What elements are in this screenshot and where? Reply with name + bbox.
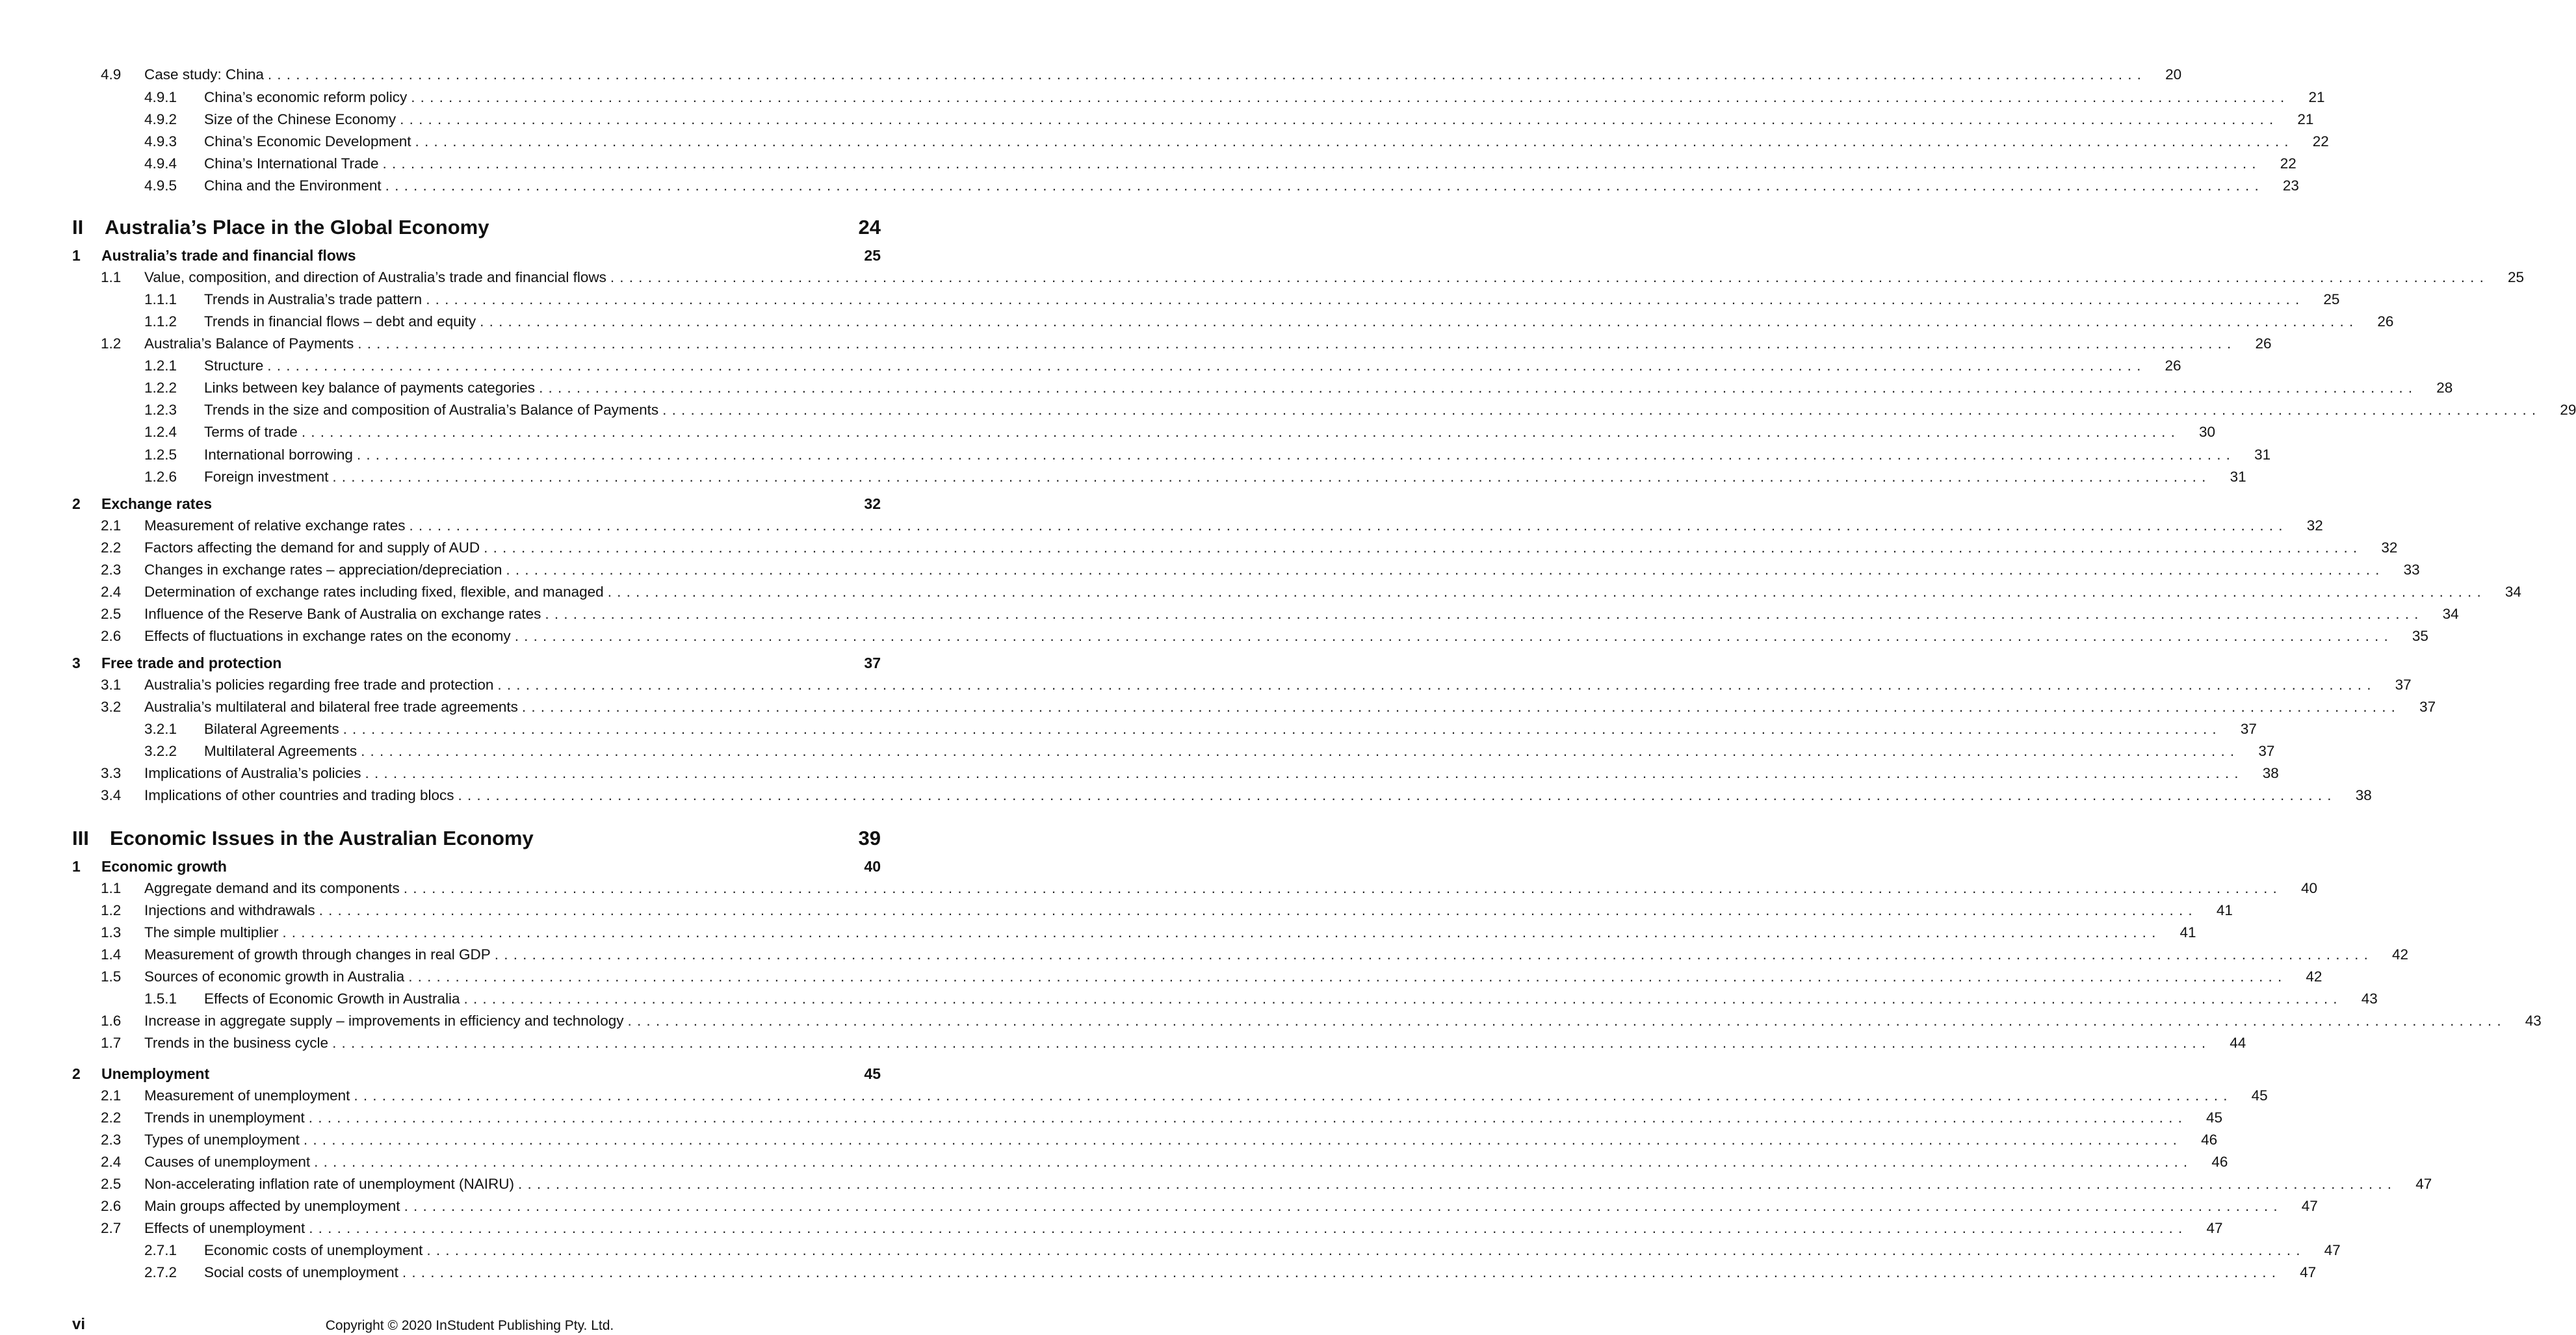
toc-row[interactable] — [101, 1010, 2542, 1032]
dot-leader: ........................................................................................................................................................................................................ — [458, 787, 2337, 803]
page-number: 26 — [2377, 313, 2394, 330]
section-number: 2.4 — [101, 1154, 122, 1170]
subsection-title: Terms of trade — [204, 424, 298, 440]
section-number: 2.7 — [101, 1220, 122, 1236]
subsection-title: International borrowing — [204, 447, 353, 463]
page-number: 38 — [2355, 787, 2372, 803]
dot-leader: ........................................................................................................................................................................................................ — [514, 628, 2393, 644]
page-number: 37 — [2258, 743, 2275, 759]
toc-row[interactable] — [72, 652, 881, 674]
page-number: 43 — [2361, 991, 2378, 1007]
page-number: 34 — [2504, 584, 2521, 600]
toc-row[interactable] — [144, 289, 2340, 311]
section-title: Influence of the Reserve Bank of Australia on exchange rates — [144, 606, 541, 622]
page-number: 22 — [2312, 133, 2329, 149]
section-number: 1.2 — [101, 902, 122, 918]
page-number: 46 — [2211, 1154, 2228, 1170]
dot-leader: ........................................................................................................................................................................................................ — [361, 743, 2240, 759]
subsection-title: China and the Environment — [204, 177, 382, 194]
dot-leader: ........................................................................................................................................................................................................ — [497, 677, 2376, 693]
section-number: 2.3 — [101, 562, 122, 578]
subsection-title: China’s Economic Development — [204, 133, 411, 149]
page-number: 37 — [2395, 677, 2412, 693]
section-number: 2.3 — [101, 1132, 122, 1148]
dot-leader: ........................................................................................................................................................................................................ — [308, 1109, 2188, 1126]
dot-leader: ........................................................................................................................................................................................................ — [494, 946, 2374, 963]
section-title: Aggregate demand and its components — [144, 880, 400, 896]
dot-leader: ........................................................................................................................................................................................................ — [506, 562, 2385, 578]
page-number: 40 — [2300, 880, 2318, 896]
dot-leader: ........................................................................................................................................................................................................ — [426, 291, 2305, 307]
page-number: 45 — [2251, 1087, 2268, 1104]
section-number: 1.6 — [101, 1013, 122, 1029]
section-number: 2.2 — [101, 1109, 122, 1126]
page-number: 26 — [2165, 357, 2181, 374]
toc-row[interactable] — [72, 244, 881, 266]
page-number: 46 — [2201, 1132, 2218, 1148]
chapter-number: 3 — [72, 655, 81, 671]
page-number: 25 — [2323, 291, 2340, 307]
toc-row[interactable] — [144, 988, 2378, 1010]
part-number: III — [72, 827, 89, 849]
dot-leader: ........................................................................................................................................................................................................ — [343, 721, 2222, 737]
section-title: Determination of exchange rates including fixed, flexible, and managed — [144, 584, 604, 600]
subsection-number: 2.7.1 — [144, 1242, 177, 1258]
subsection-title: Multilateral Agreements — [204, 743, 358, 759]
section-title: Australia’s Balance of Payments — [144, 335, 354, 352]
toc-row[interactable] — [72, 1063, 881, 1085]
subsection-number: 1.5.1 — [144, 991, 177, 1007]
subsection-title: Foreign investment — [204, 469, 329, 485]
section-title: Measurement of growth through changes in real GDP — [144, 946, 491, 963]
toc-row[interactable] — [101, 784, 2372, 807]
toc-row[interactable] — [101, 266, 2525, 289]
dot-leader: ........................................................................................................................................................................................................ — [518, 1176, 2397, 1192]
subsection-number: 1.2.3 — [144, 402, 177, 418]
toc-row[interactable] — [144, 175, 2299, 197]
subsection-number: 4.9.2 — [144, 111, 177, 127]
dot-leader: ........................................................................................................................................................................................................ — [539, 380, 2418, 396]
section-title: Implications of Australia’s policies — [144, 765, 361, 781]
subsection-title: Size of the Chinese Economy — [204, 111, 397, 127]
section-title: Case study: China — [144, 66, 264, 83]
toc-row[interactable] — [101, 922, 2196, 944]
section-title: Types of unemployment — [144, 1132, 300, 1148]
page-number: 37 — [864, 655, 881, 671]
page-number: 25 — [864, 247, 881, 264]
dot-leader: ........................................................................................................................................................................................................ — [365, 765, 2244, 781]
toc-row[interactable] — [101, 1107, 2223, 1129]
page-number: 34 — [2442, 606, 2459, 622]
dot-leader: ........................................................................................................................................................................................................ — [627, 1013, 2506, 1029]
dot-leader: ........................................................................................................................................................................................................ — [267, 66, 2147, 83]
dot-leader: ........................................................................................................................................................................................................ — [409, 517, 2288, 534]
page-number: 37 — [2419, 699, 2436, 715]
dot-leader: ........................................................................................................................................................................................................ — [301, 424, 2181, 440]
toc-row[interactable] — [101, 1217, 2223, 1239]
section-number: 1.1 — [101, 269, 122, 285]
section-title: Australia’s policies regarding free trade and protection — [144, 677, 494, 693]
toc-row[interactable] — [101, 1151, 2228, 1173]
dot-leader: ........................................................................................................................................................................................................ — [282, 924, 2161, 940]
dot-leader: ........................................................................................................................................................................................................ — [356, 447, 2236, 463]
subsection-number: 4.9.4 — [144, 155, 177, 172]
section-number: 3.3 — [101, 765, 122, 781]
dot-leader: ........................................................................................................................................................................................................ — [385, 177, 2264, 194]
toc-row[interactable] — [101, 333, 2272, 355]
toc-row[interactable] — [101, 762, 2279, 784]
toc-row[interactable] — [101, 696, 2436, 718]
page-number: 32 — [864, 495, 881, 512]
toc-row[interactable] — [144, 1239, 2341, 1262]
section-title: Causes of unemployment — [144, 1154, 311, 1170]
toc-row[interactable] — [144, 718, 2257, 740]
page-number: 26 — [2255, 335, 2272, 352]
page-number: 25 — [2508, 269, 2525, 285]
section-title: Non-accelerating inflation rate of unemployment (NAIRU) — [144, 1176, 515, 1192]
subsection-title: Structure — [204, 357, 264, 374]
toc-row[interactable] — [101, 515, 2323, 537]
subsection-number: 3.2.1 — [144, 721, 177, 737]
subsection-title: Bilateral Agreements — [204, 721, 339, 737]
subsection-title: China’s International Trade — [204, 155, 379, 172]
section-title: Implications of other countries and trading blocs — [144, 787, 454, 803]
page-number: 29 — [2560, 402, 2576, 418]
subsection-title: Trends in Australia’s trade pattern — [204, 291, 423, 307]
section-number: 3.4 — [101, 787, 122, 803]
page-number: 42 — [2306, 968, 2322, 985]
dot-leader: ........................................................................................................................................................................................................ — [545, 606, 2424, 622]
subsection-number: 3.2.2 — [144, 743, 177, 759]
page-number: 22 — [2280, 155, 2296, 172]
subsection-title: Links between key balance of payments categories — [204, 380, 536, 396]
toc-row[interactable] — [72, 824, 881, 853]
page-number: 41 — [2179, 924, 2196, 940]
subsection-title: Effects of Economic Growth in Australia — [204, 991, 460, 1007]
section-title: Factors affecting the demand for and supply of AUD — [144, 539, 480, 556]
subsection-number: 4.9.1 — [144, 89, 177, 105]
dot-leader: ........................................................................................................................................................................................................ — [309, 1220, 2188, 1236]
toc-row[interactable] — [101, 1129, 2218, 1151]
section-title: The simple multiplier — [144, 924, 279, 940]
section-number: 1.7 — [101, 1035, 122, 1051]
toc-row[interactable] — [101, 674, 2412, 696]
dot-leader: ........................................................................................................................................................................................................ — [662, 402, 2542, 418]
section-title: Changes in exchange rates – appreciation/depreciation — [144, 562, 502, 578]
dot-leader: ........................................................................................................................................................................................................ — [415, 133, 2294, 149]
page-number: 35 — [2412, 628, 2428, 644]
section-title: Australia’s multilateral and bilateral free trade agreements — [144, 699, 518, 715]
chapter-title: Exchange rates — [101, 495, 213, 512]
page-number: 40 — [864, 858, 881, 875]
dot-leader: ........................................................................................................................................................................................................ — [332, 469, 2211, 485]
part-title: Economic Issues in the Australian Economy — [110, 827, 534, 849]
page-number: 45 — [2206, 1109, 2223, 1126]
page-number: 47 — [2324, 1242, 2341, 1258]
chapter-number: 1 — [72, 247, 81, 264]
subsection-title: Trends in financial flows – debt and equity — [204, 313, 476, 330]
dot-leader: ........................................................................................................................................................................................................ — [411, 89, 2290, 105]
footer-page-number: vi — [72, 1316, 86, 1333]
toc-row[interactable] — [101, 877, 2318, 900]
toc-row[interactable] — [101, 944, 2409, 966]
dot-leader: ........................................................................................................................................................................................................ — [610, 269, 2490, 285]
section-number: 1.4 — [101, 946, 122, 963]
subsection-number: 1.2.1 — [144, 357, 177, 374]
subsection-title: China’s economic reform policy — [204, 89, 408, 105]
part-number: II — [72, 216, 84, 239]
section-number: 3.2 — [101, 699, 122, 715]
section-number: 2.5 — [101, 606, 122, 622]
toc-row[interactable] — [144, 311, 2394, 333]
toc-row[interactable] — [101, 64, 2182, 86]
toc-row[interactable] — [144, 377, 2453, 399]
toc-row[interactable] — [144, 421, 2216, 443]
subsection-number: 4.9.3 — [144, 133, 177, 149]
page-number: 30 — [2199, 424, 2216, 440]
subsection-number: 4.9.5 — [144, 177, 177, 194]
subsection-number: 1.1.2 — [144, 313, 177, 330]
toc-row[interactable] — [144, 109, 2314, 131]
dot-leader: ........................................................................................................................................................................................................ — [463, 991, 2343, 1007]
page-number: 42 — [2392, 946, 2409, 963]
section-number: 2.6 — [101, 1198, 122, 1214]
dot-leader: ........................................................................................................................................................................................................ — [267, 357, 2146, 374]
dot-leader: ........................................................................................................................................................................................................ — [480, 313, 2359, 330]
chapter-number: 2 — [72, 495, 81, 512]
dot-leader: ........................................................................................................................................................................................................ — [382, 155, 2261, 172]
toc-row[interactable] — [101, 625, 2428, 647]
page-number: 28 — [2436, 380, 2453, 396]
toc-row[interactable] — [101, 537, 2398, 559]
chapter-title: Australia’s trade and financial flows — [101, 247, 356, 264]
section-number: 2.1 — [101, 1087, 122, 1104]
toc-row[interactable] — [144, 740, 2275, 762]
toc-row[interactable] — [144, 131, 2329, 153]
toc-row[interactable] — [72, 855, 881, 877]
dot-leader: ........................................................................................................................................................................................................ — [358, 335, 2237, 352]
subsection-number: 1.1.1 — [144, 291, 177, 307]
toc-row[interactable] — [101, 603, 2459, 625]
toc-row[interactable] — [101, 1085, 2268, 1107]
dot-leader: ........................................................................................................................................................................................................ — [303, 1132, 2183, 1148]
dot-leader: ........................................................................................................................................................................................................ — [426, 1242, 2306, 1258]
page-number: 47 — [2300, 1264, 2317, 1280]
part-title: Australia’s Place in the Global Economy — [105, 216, 489, 239]
page-number: 24 — [858, 216, 881, 239]
toc-row[interactable] — [72, 213, 881, 242]
toc-row[interactable] — [101, 900, 2233, 922]
section-number: 1.3 — [101, 924, 122, 940]
chapter-title: Unemployment — [101, 1065, 210, 1082]
subsection-title: Social costs of unemployment — [204, 1264, 398, 1280]
section-number: 2.4 — [101, 584, 122, 600]
subsection-title: Trends in the size and composition of Australia’s Balance of Payments — [204, 402, 659, 418]
dot-leader: ........................................................................................................................................................................................................ — [607, 584, 2486, 600]
toc-row[interactable] — [144, 399, 2576, 421]
footer-copyright: Copyright © 2020 InStudent Publishing Pty. Ltd. — [325, 1318, 614, 1333]
dot-leader: ........................................................................................................................................................................................................ — [408, 968, 2287, 985]
page-number: 47 — [2301, 1198, 2318, 1214]
page-number: 31 — [2230, 469, 2246, 485]
page-number: 33 — [2403, 562, 2420, 578]
dot-leader: ........................................................................................................................................................................................................ — [332, 1035, 2211, 1051]
section-title: Measurement of unemployment — [144, 1087, 350, 1104]
page-number: 38 — [2262, 765, 2279, 781]
page-number: 43 — [2525, 1013, 2542, 1029]
section-title: Measurement of relative exchange rates — [144, 517, 406, 534]
page-number: 21 — [2308, 89, 2325, 105]
page-number: 39 — [858, 827, 881, 849]
page-number: 45 — [864, 1065, 881, 1082]
section-title: Increase in aggregate supply – improvements in efficiency and technology — [144, 1013, 624, 1029]
dot-leader: ........................................................................................................................................................................................................ — [354, 1087, 2233, 1104]
toc-row[interactable] — [101, 1032, 2246, 1054]
chapter-title: Economic growth — [101, 858, 227, 875]
subsection-number: 1.2.4 — [144, 424, 177, 440]
subsection-number: 2.7.2 — [144, 1264, 177, 1280]
section-title: Trends in the business cycle — [144, 1035, 329, 1051]
page-number: 47 — [2415, 1176, 2432, 1192]
section-number: 4.9 — [101, 66, 122, 83]
dot-leader: ........................................................................................................................................................................................................ — [403, 880, 2283, 896]
subsection-number: 1.2.5 — [144, 447, 177, 463]
dot-leader: ........................................................................................................................................................................................................ — [404, 1198, 2283, 1214]
page-number: 20 — [2165, 66, 2182, 83]
section-title: Injections and withdrawals — [144, 902, 315, 918]
dot-leader: ........................................................................................................................................................................................................ — [521, 699, 2401, 715]
dot-leader: ........................................................................................................................................................................................................ — [402, 1264, 2282, 1280]
subsection-number: 1.2.2 — [144, 380, 177, 396]
section-number: 3.1 — [101, 677, 122, 693]
chapter-title: Free trade and protection — [101, 655, 282, 671]
section-title: Sources of economic growth in Australia — [144, 968, 405, 985]
section-number: 1.5 — [101, 968, 122, 985]
page-number: 47 — [2206, 1220, 2223, 1236]
toc-row[interactable] — [144, 86, 2325, 109]
dot-leader: ........................................................................................................................................................................................................ — [319, 902, 2198, 918]
toc-row[interactable] — [101, 1173, 2432, 1195]
section-title: Effects of unemployment — [144, 1220, 306, 1236]
toc-row[interactable] — [101, 581, 2521, 603]
page-number: 44 — [2230, 1035, 2246, 1051]
section-number: 1.2 — [101, 335, 122, 352]
chapter-number: 2 — [72, 1065, 81, 1082]
toc-row[interactable] — [101, 559, 2420, 581]
section-number: 1.1 — [101, 880, 122, 896]
section-title: Effects of fluctuations in exchange rates on the economy — [144, 628, 511, 644]
toc-row[interactable] — [144, 153, 2296, 175]
toc-row[interactable] — [144, 466, 2246, 488]
page-number: 21 — [2297, 111, 2314, 127]
section-title: Value, composition, and direction of Australia’s trade and financial flows — [144, 269, 606, 285]
page-number: 37 — [2240, 721, 2257, 737]
page-number: 32 — [2381, 539, 2398, 556]
toc-row[interactable] — [101, 966, 2322, 988]
subsection-number: 1.2.6 — [144, 469, 177, 485]
chapter-number: 1 — [72, 858, 81, 875]
toc-row[interactable] — [101, 1195, 2318, 1217]
page-number: 41 — [2216, 902, 2233, 918]
subsection-title: Economic costs of unemployment — [204, 1242, 423, 1258]
page-number: 31 — [2254, 447, 2271, 463]
section-number: 2.5 — [101, 1176, 122, 1192]
dot-leader: ........................................................................................................................................................................................................ — [400, 111, 2279, 127]
toc-row[interactable] — [144, 1262, 2317, 1284]
dot-leader: ........................................................................................................................................................................................................ — [484, 539, 2363, 556]
section-number: 2.2 — [101, 539, 122, 556]
page-number: 32 — [2306, 517, 2323, 534]
section-title: Main groups affected by unemployment — [144, 1198, 400, 1214]
toc-row[interactable] — [144, 444, 2271, 466]
section-number: 2.6 — [101, 628, 122, 644]
section-number: 2.1 — [101, 517, 122, 534]
page-number: 23 — [2282, 177, 2299, 194]
toc-row[interactable] — [72, 493, 881, 515]
dot-leader: ........................................................................................................................................................................................................ — [314, 1154, 2193, 1170]
toc-row[interactable] — [144, 355, 2181, 377]
section-title: Trends in unemployment — [144, 1109, 305, 1126]
